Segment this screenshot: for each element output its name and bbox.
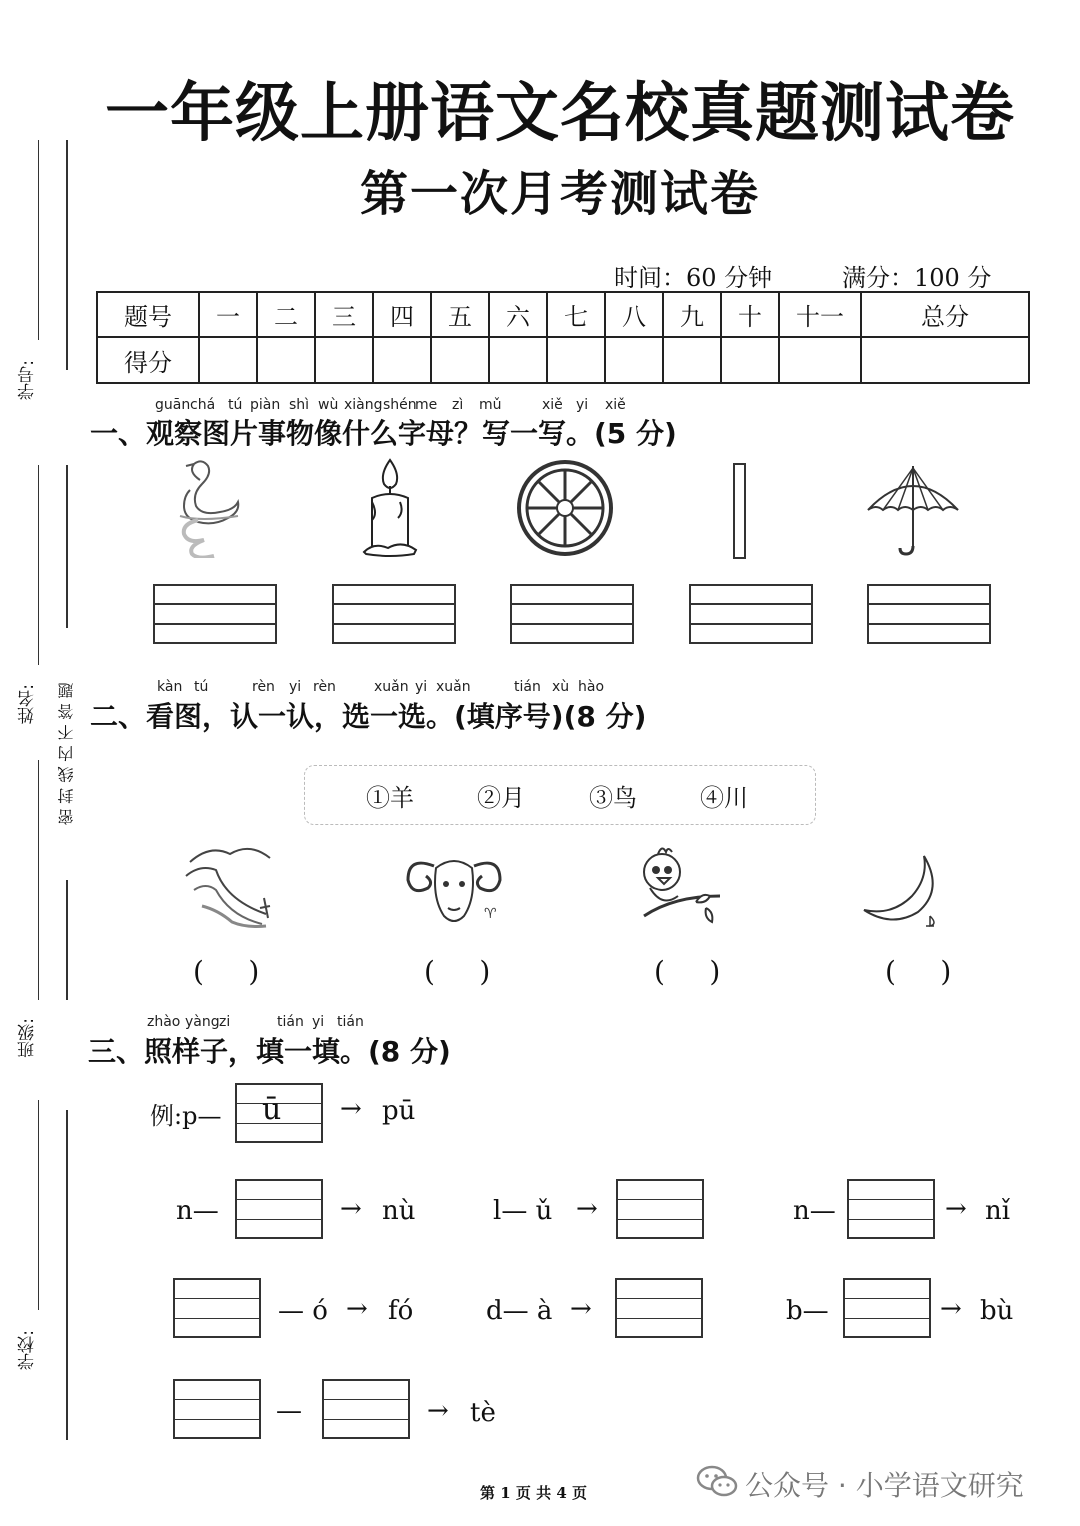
score-cell[interactable] — [489, 337, 547, 383]
question-col: 八 — [605, 292, 663, 337]
section2-heading: 二、看图，认一认，选一选。(填序号)(8 分) — [90, 700, 647, 733]
answer-paren[interactable]: ( ) — [193, 955, 260, 988]
score-cell[interactable] — [605, 337, 663, 383]
answer-paren[interactable]: ( ) — [654, 955, 721, 988]
page-subtitle: 第一次月考测试卷 — [359, 166, 760, 222]
pinyin: mǔ — [479, 397, 502, 413]
pinyin: xuǎn — [374, 679, 409, 695]
option-item: ②月 — [477, 784, 525, 812]
fill-middle: — — [276, 1396, 302, 1426]
arrow-icon: → — [940, 1294, 962, 1324]
fill-result: nù — [382, 1196, 416, 1226]
pinyin: yi — [312, 1014, 325, 1030]
pinyin: zi — [219, 1014, 231, 1030]
name-label: 姓名: — [18, 684, 38, 724]
fill-left: d— à — [486, 1296, 553, 1326]
example-box-value: ū — [262, 1092, 282, 1127]
total-label: 总分 — [861, 292, 1029, 337]
school-blank[interactable] — [38, 1100, 39, 1310]
fill-box[interactable] — [173, 1278, 261, 1338]
pinyin: xiě — [605, 397, 626, 413]
pinyin: yi — [289, 679, 302, 695]
fill-result: tè — [470, 1398, 496, 1428]
pinyin: me — [415, 397, 438, 413]
swan-image — [170, 458, 260, 558]
score-cell[interactable] — [547, 337, 605, 383]
river-image — [180, 842, 280, 932]
score-cell[interactable] — [373, 337, 431, 383]
option-item: ①羊 — [366, 784, 414, 812]
binding-line — [66, 1110, 68, 1440]
wechat-icon — [696, 1464, 738, 1500]
fill-box[interactable] — [235, 1179, 323, 1239]
candle-image — [360, 458, 420, 558]
arrow-icon: → — [945, 1194, 967, 1224]
option-item: ④川 — [700, 784, 748, 812]
fill-box[interactable] — [616, 1179, 704, 1239]
fill-result: fó — [388, 1296, 414, 1326]
student-id-blank[interactable] — [38, 140, 39, 340]
pinyin: tián — [514, 679, 541, 695]
class-label: 班级: — [18, 1018, 38, 1058]
score-cell[interactable] — [257, 337, 315, 383]
fill-result: bù — [980, 1296, 1014, 1326]
page-title: 一年级上册语文名校真题测试卷 — [105, 76, 1015, 151]
student-id-label: 学号: — [18, 360, 38, 400]
arrow-icon: → — [427, 1396, 449, 1426]
arrow-icon: → — [340, 1094, 362, 1124]
watermark: 公众号 · 小学语文研究 — [745, 1469, 1024, 1502]
ram-image — [404, 842, 504, 932]
example-result: pū — [382, 1096, 416, 1126]
question-col: 五 — [431, 292, 489, 337]
question-col: 六 — [489, 292, 547, 337]
pinyin: tián — [277, 1014, 304, 1030]
pinyin: tú — [228, 397, 243, 413]
arrow-icon: → — [340, 1194, 362, 1224]
question-col: 七 — [547, 292, 605, 337]
question-col: 二 — [257, 292, 315, 337]
score-cell[interactable] — [315, 337, 373, 383]
pinyin: tú — [194, 679, 209, 695]
fill-left: n— — [176, 1196, 219, 1226]
umbrella-image — [864, 462, 962, 558]
pinyin: shì — [289, 397, 310, 413]
arrow-icon: → — [576, 1194, 598, 1224]
fill-box[interactable] — [173, 1379, 261, 1439]
section1-heading: 一、观察图片事物像什么字母？写一写。(5 分) — [90, 417, 677, 450]
score-cell[interactable] — [431, 337, 489, 383]
class-blank[interactable] — [38, 760, 39, 1000]
answer-writing-box[interactable] — [510, 584, 634, 644]
pinyin: zhào — [147, 1014, 181, 1030]
moon-image — [862, 852, 946, 932]
pinyin: rèn — [313, 679, 336, 695]
arrow-icon: → — [346, 1294, 368, 1324]
pinyin: tián — [337, 1014, 364, 1030]
pinyin: chá — [190, 397, 216, 413]
answer-paren[interactable]: ( ) — [885, 955, 952, 988]
pinyin: xù — [552, 679, 570, 695]
fill-left: n— — [793, 1196, 836, 1226]
fill-left: b— — [786, 1296, 829, 1326]
svg-text:♈: ♈ — [484, 906, 497, 922]
fill-box[interactable] — [843, 1278, 931, 1338]
page-number: 第 1 页 共 4 页 — [480, 1484, 587, 1502]
score-cell[interactable] — [779, 337, 861, 383]
score-row-label: 得分 — [97, 337, 199, 383]
pinyin: kàn — [157, 679, 183, 695]
answer-writing-box[interactable] — [153, 584, 277, 644]
pinyin: zì — [452, 397, 464, 413]
score-cell[interactable] — [199, 337, 257, 383]
question-col: 三 — [315, 292, 373, 337]
name-blank[interactable] — [38, 465, 39, 665]
total-score-cell[interactable] — [861, 337, 1029, 383]
fill-box[interactable] — [847, 1179, 935, 1239]
answer-paren[interactable]: ( ) — [424, 955, 491, 988]
pinyin: yàng — [185, 1014, 220, 1030]
pinyin: hào — [578, 679, 605, 695]
example-prefix: 例:p— — [150, 1102, 222, 1130]
stick-image — [730, 462, 750, 560]
option-item: ③鸟 — [589, 784, 637, 812]
question-col: 一 — [199, 292, 257, 337]
fill-left: l— ǔ — [493, 1196, 553, 1226]
pinyin: piàn — [250, 397, 281, 413]
question-col: 四 — [373, 292, 431, 337]
score-cell[interactable] — [663, 337, 721, 383]
fill-box[interactable] — [615, 1278, 703, 1338]
answer-writing-box[interactable] — [332, 584, 456, 644]
question-col: 九 — [663, 292, 721, 337]
question-number-label: 题号 — [97, 292, 199, 337]
fill-box[interactable] — [322, 1379, 410, 1439]
binding-line — [66, 465, 68, 650]
section3-heading: 三、照样子，填一填。(8 分) — [88, 1035, 451, 1068]
pinyin: wù — [318, 397, 339, 413]
exam-time: 时间：60 分钟 — [614, 264, 773, 292]
pinyin: guān — [155, 397, 191, 413]
answer-writing-box[interactable] — [689, 584, 813, 644]
wheel-image — [515, 458, 615, 558]
seal-line-text: 密 封 线 内 不 答 题 — [58, 628, 82, 880]
answer-writing-box[interactable] — [867, 584, 991, 644]
full-score: 满分：100 分 — [842, 264, 992, 292]
pinyin: xuǎn — [436, 679, 471, 695]
school-label: 学校: — [18, 1330, 38, 1370]
score-table — [96, 291, 1030, 384]
pinyin: xiàng — [344, 397, 383, 413]
question-col: 十一 — [779, 292, 861, 337]
question-col: 十 — [721, 292, 779, 337]
bird-image — [636, 842, 726, 932]
pinyin: xiě — [542, 397, 563, 413]
fill-middle: — ó — [278, 1296, 328, 1326]
score-cell[interactable] — [721, 337, 779, 383]
fill-result: nǐ — [985, 1196, 1011, 1226]
pinyin: yi — [576, 397, 589, 413]
pinyin: yi — [415, 679, 428, 695]
pinyin: rèn — [252, 679, 275, 695]
arrow-icon: → — [570, 1294, 592, 1324]
pinyin: shén — [383, 397, 417, 413]
